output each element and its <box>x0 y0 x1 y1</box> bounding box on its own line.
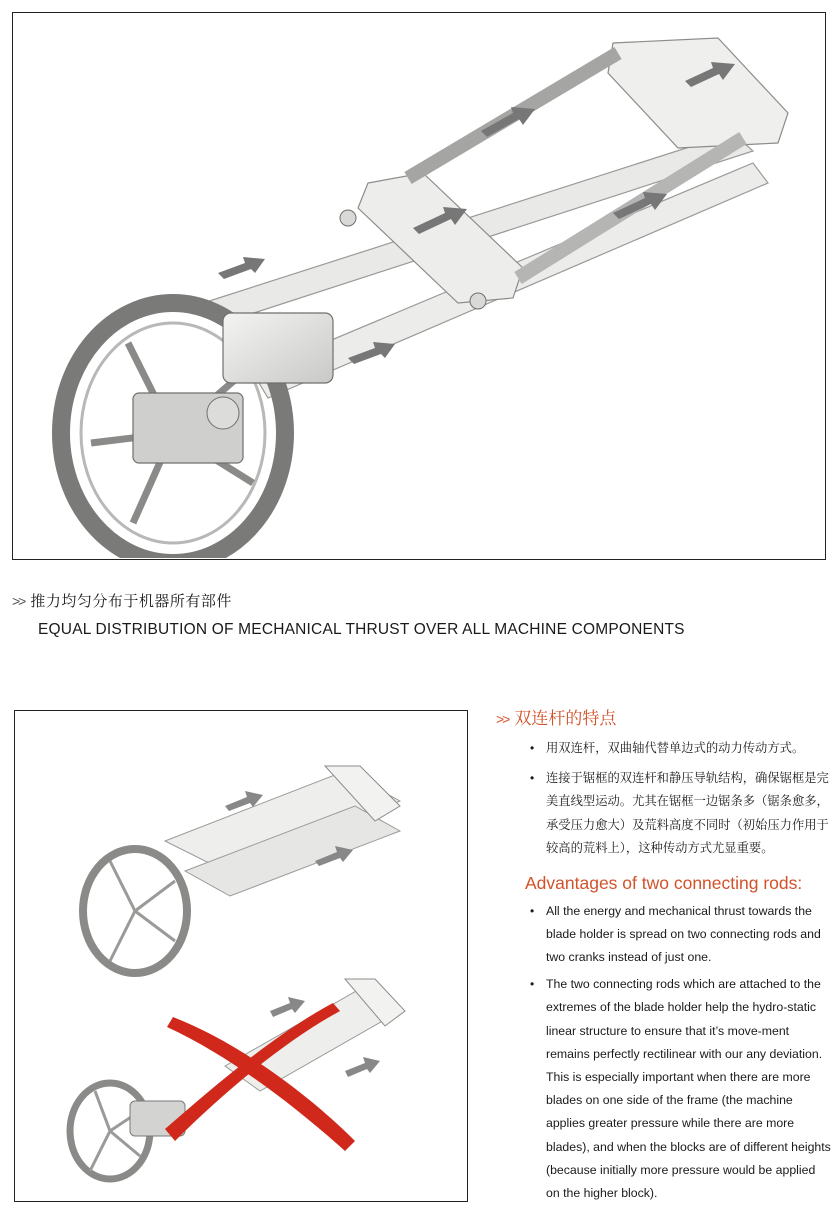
double-connecting-rod-drawing <box>13 13 824 558</box>
features-list-english <box>496 900 832 1206</box>
list-item: • 用双连杆，双曲轴代替单边式的动力传动方式。 <box>496 737 832 761</box>
caption-english: EQUAL DISTRIBUTION OF MECHANICAL THRUST OVER ALL MACHINE COMPONENTS <box>38 621 685 638</box>
features-list-chinese <box>496 737 832 861</box>
chevron-right-icon: >> <box>496 711 509 727</box>
chevron-right-icon: >> <box>12 593 25 609</box>
list-item: • All the energy and mechanical thrust towards the blade holder is spread on two connecting rods and two cranks instead of just one. <box>496 900 832 970</box>
features-panel <box>496 704 832 1209</box>
features-heading-chinese-text: 双连杆的特点 <box>514 709 617 728</box>
list-item: • 连接于锯框的双连杆和静压导轨结构，确保锯框是完美直线型运动。尤其在锯框一边锯条多（锯条愈多，承受压力愈大）及荒料高度不同时（初始压力作用于较高的荒料上），这种传动方式尤显重要。 <box>496 767 832 861</box>
comparison-drawing <box>15 711 466 1200</box>
machine-comparison-illustration <box>14 710 468 1202</box>
features-heading-chinese <box>496 704 832 729</box>
caption-chinese-text: 推力均匀分布于机器所有部件 <box>30 593 232 610</box>
caption-chinese <box>12 590 232 611</box>
features-heading-english: Advantages of two connecting rods: <box>525 872 803 893</box>
double-rod-machine <box>83 766 400 973</box>
machine-illustration-top <box>12 12 826 560</box>
list-item: • The two connecting rods which are attached to the extremes of the blade holder help the hydro-static linear structure to ensure that it’s move-ment remains perfectly rectilinear with our any deviation. This is especially important when there are more blades on one side of the frame (the machine applies greater pressure while there are more blades), and when the blocks are of different heights (because initially more pressure would be applied on the higher block). <box>496 973 832 1205</box>
